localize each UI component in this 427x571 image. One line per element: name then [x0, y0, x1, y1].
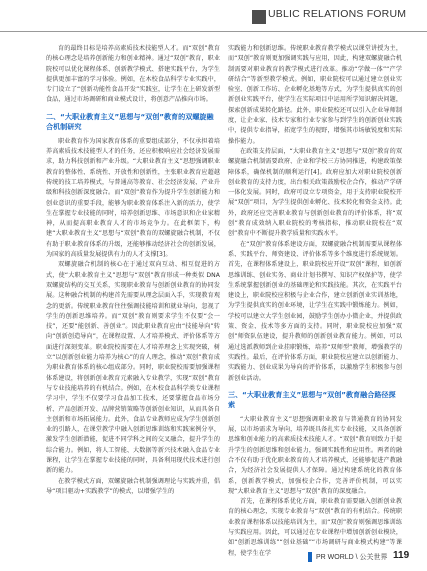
paragraph: 育的最终目标是培养高素质技术技能型人才。而“双创”教育的核心理念是培养创新能力和创业精神。通过“双创”教育，职业院校可以优化课程体系、创新教学模式、搭建实践平台，为学生提供更加丰富的学习体验。例如，在木校食品科学专业实践中，专门设立了“创新功能性食品开发”实践室，让学生在上研发新型食品，通过市场调研和商业模式设计，将创意产品推向市场。 [46, 45, 220, 104]
paragraph: 在政策支持层面，“大职业教育主义”思想与“双创”教育的双螺旋融合机制需要政府、企业和学校三方协同推进，构建政策保障体系，确保机制的顺利运行[4]。政府应加大对职业院校创新创业教育的支持力度，出台相关政策鼓励校企合作，推动产学研一体化发展。同时，政府可设立专项资金，用于支持职业院校开展“双创”项目，为学生提供创业孵化、技术转化和资金支持。此外，政府还应完善职业教育与创新创业教育的评价体系，将“双创”教育成效纳入职业院校的考核指标，推动职业院校在“双创”教育中不断提升教学质量和实践水平。 [228, 147, 402, 238]
paragraph: 双螺旋融合机制的核心在于通过双向互动、相互促进的方式，使“大职业教育主义”思想与“双创”教育形成一种类似 DNA 双螺旋结构的交互关系，实现职业教育与创新创业教育的协同发展。这种融合机制的构建首先需要从理念层面入手，实现教育观念的更新。传统职业教育往往强调技能培训和就业导向，忽视了学生的创新思维培养。而“双创”教育则要求学生不仅要“会一技”，还要“能创新、善创业”。因此职业教育应由“技能导向”转向“创新创造导向”，在课程设置、人才培养模式、评价体系等方面进行深刻变革。职业院校需要在人才培养理念上实现突破，树立“以创新创业能力培养为核心”的育人理念，推动“双创”教育成为职业教育体系的核心组成部分。同时，职业院校需要加强课程体系建设，将创新创业教育元素融入专业教学，实现“双创”教育与专业技能培养的有机结合。例如，在木校食品科学类专业课程学习中，学生不仅要学习食品加工技术，还要掌握食品市场分析、产品创新开发、品牌营销策略等创新创业知识，从而具备自主创新和市场拓展能力。此外，食品专业教师应成为学生创新创业的引路人，在课堂教学中融入创新思维训练和实践案例分享，激发学生创新潜能，促进不同学科之间的交叉融合，提升学生的综合能力。例如，将人工智能、大数据等新兴技术融入食品专业课程，让学生在掌握专业技能的同时，具备利用现代技术进行创新的能力。 [46, 261, 220, 475]
paragraph: 在“双创”教育体系建设方面，双螺旋融合机制需要从课程体系、实践平台、师资建设、评价体系等多个维度进行系统规划。首先，在课程体系建设上，职业院校应开设“双创”课程，如创新思维训练、创业实务、商业计划书撰写、知识产权保护等，使学生系统掌握创新创业的基础理论和实践技能。其次，在实践平台建设上，职业院校应积极与企业合作，建立创新创业实训基地，为学生提供真实的创业环境，让学生在实践中锻炼能力。例如，学校可以建立大学生创业园，鼓励学生创办小微企业，并提供政策、资金、技术等多方面的支持。同时，职业院校应加强“双创”师资队伍建设，提升教师的创新创业教育能力。例如，可以通过选派教师到企业挂职锻炼，培养“双师型”教师，增强教学的实践性。最后，在评价体系方面，职业院校应建立以创新能力、实践能力、创业成果为导向的评价体系，以激励学生积极参与创新创业活动。 [228, 240, 402, 382]
paragraph: 在教学模式方面，双螺旋融合机制强调理论与实践并重，倡导“项目驱动+实践教学”的模式，以增强学生的 [46, 477, 220, 495]
header-rule [0, 31, 427, 32]
paragraph: “大职业教育主义”思想强调职业教育与普通教育的协同发展，以市场需求为导向，培养既具备扎实专业技能，又具备创新思维和创业能力的高素质技术技能人才。“双创”教育则致力于提升学生的创新思维和创业能力，强调实践性和应用性。两者的融合不仅有助于优化职业教育的人才培养模式，还能够促进产教融合，为经济社会发展提供人才保障。通过构建系统化的教育体系，创新教学模式，加强校企合作，完善评价机制，可以实现“大职业教育主义”思想与“双创”教育的深度融合。 [228, 415, 402, 495]
page-footer [0, 548, 427, 566]
header-logo-block [252, 10, 266, 24]
paragraph: 实践能力和创新思维。传统职业教育教学模式以课堂讲授为主，而“双创”教育则更加强调实践与应用，因此，构建双螺旋融合机制需要对职业教育的教学模式进行改革。推动“学做一体”“产学研结合”等新型教学模式。例如，职业院校可以通过建立创业实验室、创新工作坊、企业孵化基地等方式，为学生提供真实的创新创业实践平台，使学生在实际项目中运用所学知识解决问题，探索创新成果转化路径。此外，职业院校还可以引入企业导师制度，让企业家、技术专家和行业专家参与到学生的创新创业实践中，提供专业指导，拓宽学生的视野，增强其市场敏锐度和实际操作能力。 [228, 45, 402, 145]
section-title: UBLIC RELATIONS FORUM [268, 8, 407, 20]
page-number: 119 [393, 550, 410, 561]
section-heading: 二、“大职业教育主义”思想与“双创”教育的双螺旋融合机制研究 [46, 111, 214, 132]
footer-accent-bar [308, 552, 312, 562]
section-heading: 三、“大职业教育主义”思想与“双创”教育融合路径探索 [228, 389, 396, 410]
left-column [46, 44, 220, 497]
paragraph: 首先，在课程体系优化方面，职业教育需要融入创新创业教育的核心理念，实现专业教育与“双创”教育的有机结合。传统职业教育课程体系以技能培训为主，而“双创”教育则强调思维训练与实践应用。因此，可以通过在专业课程中增加创新创业模块，如“创新思维训练”“创业基础”“市场调研与商业模式构建”等课程，使学生在学 [228, 498, 402, 557]
magazine-name: PR WORLD \ 公关世界 [316, 554, 388, 561]
paragraph: 职业教育作为国家教育体系的重要组成部分，不仅承担着培养高素质技术技能型人才的任务，还应积极响应社会经济发展需求，助力科技创新和产业升级。“大职业教育主义”思想强调职业教育的整体性、系统性、开放性和创新性，主张职业教育应超越传统的技工培养模式，与普通高等教育、社会经济发展、产业升级和科技创新深度融合。而“双创”教育作为提升学生创新能力和创业意识的重要手段，能够为职业教育体系注入新的活力，使学生在掌握专业技能的同时，培养创新思维、市场意识和企业家精神，从而提高职业教育人才的市场竞争力。在此框架下，构建“大职业教育主义”思想与“双创”教育的双螺旋融合机制，不仅有助于职业教育体系的升级，还能够推动经济社会的创新发展，为国家的高质量发展提供有力的人才支撑[3]。 [46, 137, 220, 259]
page-header [0, 0, 427, 38]
right-column [228, 44, 402, 559]
